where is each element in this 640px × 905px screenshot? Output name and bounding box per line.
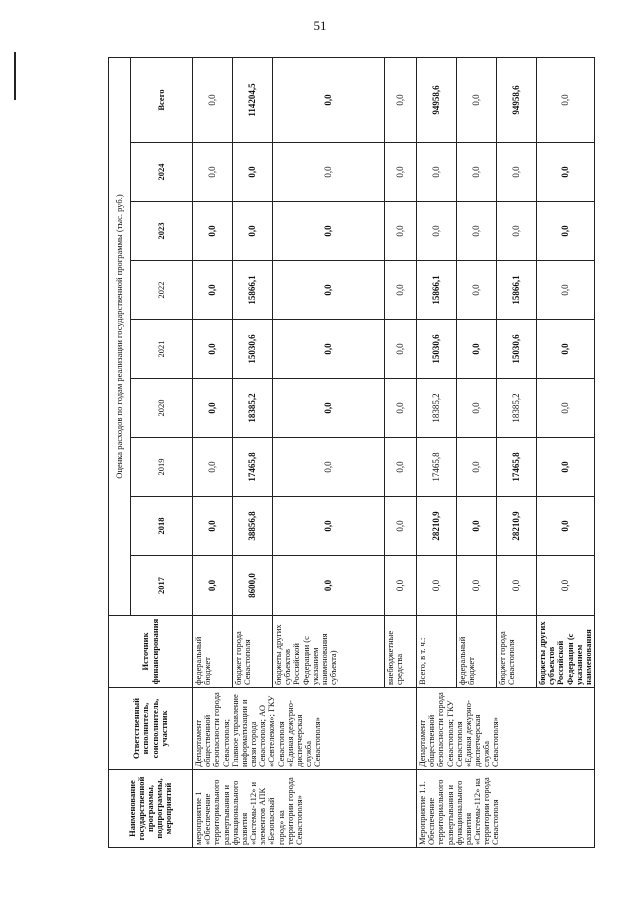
year-value: 15030,6 <box>417 320 457 379</box>
year-value: 0,0 <box>385 438 417 497</box>
total-value: 0,0 <box>273 58 385 143</box>
year-value: 0,0 <box>273 202 385 261</box>
year-value: 0,0 <box>537 438 595 497</box>
year-value: 0,0 <box>497 556 537 616</box>
year-value: 0,0 <box>385 556 417 616</box>
year-value: 0,0 <box>385 202 417 261</box>
year-value: 0,0 <box>273 438 385 497</box>
year-value: 0,0 <box>497 143 537 202</box>
rotated-table <box>108 58 593 848</box>
year-value: 0,0 <box>457 379 497 438</box>
year-value: 15866,1 <box>497 261 537 320</box>
funding-source: бюджет города Севастополя <box>497 616 537 688</box>
measure-name: мероприятие 1 «Обеспечение территориального развертывания и функционального развития «Системы-112» и элементов АПК «Безопасный город» на территории города Севастополя» <box>193 770 417 848</box>
year-value: 0,0 <box>457 438 497 497</box>
year-value: 0,0 <box>417 202 457 261</box>
total-value: 0,0 <box>457 58 497 143</box>
year-value: 0,0 <box>273 261 385 320</box>
year-value: 0,0 <box>537 497 595 556</box>
year-value: 0,0 <box>273 320 385 379</box>
year-value: 28210,9 <box>497 497 537 556</box>
year-value: 0,0 <box>273 379 385 438</box>
year-value: 15030,6 <box>233 320 273 379</box>
budget-table <box>108 57 595 848</box>
year-value: 0,0 <box>193 438 233 497</box>
year-value: 0,0 <box>385 143 417 202</box>
year-value: 0,0 <box>537 320 595 379</box>
year-value: 0,0 <box>417 556 457 616</box>
rotated-table-container <box>108 58 593 848</box>
year-value: 28210,9 <box>417 497 457 556</box>
year-value: 0,0 <box>193 320 233 379</box>
year-value: 0,0 <box>457 497 497 556</box>
total-value: 114204,5 <box>233 58 273 143</box>
year-value: 0,0 <box>457 143 497 202</box>
header-estimate: Оценка расходов по годам реализации государственной программы (тыс. руб.) <box>109 58 131 616</box>
year-value: 17465,8 <box>497 438 537 497</box>
margin-mark <box>14 52 16 100</box>
year-value: 0,0 <box>193 497 233 556</box>
total-value: 0,0 <box>193 58 233 143</box>
year-value: 8600,0 <box>233 556 273 616</box>
total-value: 94958,6 <box>417 58 457 143</box>
year-value: 0,0 <box>497 202 537 261</box>
year-value: 0,0 <box>385 320 417 379</box>
year-value: 0,0 <box>537 379 595 438</box>
header-year: 2020 <box>131 379 193 438</box>
funding-source: федеральный бюджет <box>457 616 497 688</box>
year-value: 0,0 <box>457 202 497 261</box>
total-value: 94958,6 <box>497 58 537 143</box>
year-value: 0,0 <box>193 261 233 320</box>
year-value: 0,0 <box>417 143 457 202</box>
year-value: 15866,1 <box>233 261 273 320</box>
year-value: 0,0 <box>385 379 417 438</box>
table-row <box>193 58 233 848</box>
year-value: 15030,6 <box>497 320 537 379</box>
header-responsible: Ответственный исполнитель, соисполнитель, участник <box>109 688 193 770</box>
year-value: 0,0 <box>457 320 497 379</box>
year-value: 0,0 <box>537 202 595 261</box>
funding-source: бюджеты других субъектов Российской Федерации (с указанием наименования субъекта) <box>273 616 385 688</box>
year-value: 15866,1 <box>417 261 457 320</box>
year-value: 0,0 <box>193 379 233 438</box>
year-value: 0,0 <box>273 556 385 616</box>
year-value: 0,0 <box>233 143 273 202</box>
year-value: 17465,8 <box>233 438 273 497</box>
year-value: 0,0 <box>233 202 273 261</box>
funding-source: бюджет города Севастополя <box>233 616 273 688</box>
year-value: 0,0 <box>537 143 595 202</box>
header-year: 2021 <box>131 320 193 379</box>
year-value: 0,0 <box>385 261 417 320</box>
year-value: 0,0 <box>193 143 233 202</box>
year-value: 38856,8 <box>233 497 273 556</box>
header-source: Источник финансирования <box>109 616 193 688</box>
funding-source: Всего, в т. ч.: <box>417 616 457 688</box>
header-year: 2023 <box>131 202 193 261</box>
total-value: 0,0 <box>537 58 595 143</box>
header-name: Наименование государственной программы, подпрограммы, мероприятий <box>109 770 193 848</box>
header-year: 2022 <box>131 261 193 320</box>
year-value: 0,0 <box>273 143 385 202</box>
total-value: 0,0 <box>385 58 417 143</box>
funding-source: федеральный бюджет <box>193 616 233 688</box>
header-year: 2018 <box>131 497 193 556</box>
funding-source: бюджеты других субъектов Российской Федерации (с указанием наименования <box>537 616 595 688</box>
responsible-executors: Департамент общественной безопасности города Севастополя; ГКУ Севастополя «Единая дежурно-диспетчерская служба Севастополя» <box>417 688 595 770</box>
year-value: 0,0 <box>193 556 233 616</box>
year-value: 17465,8 <box>417 438 457 497</box>
header-year: 2017 <box>131 556 193 616</box>
year-value: 18385,2 <box>233 379 273 438</box>
year-value: 0,0 <box>273 497 385 556</box>
header-year: 2024 <box>131 143 193 202</box>
year-value: 0,0 <box>457 261 497 320</box>
measure-name: Мероприятие 1.1. Обеспечение территориального развертывания и функционального развития «Системы-112» на территории города Севастополя <box>417 770 595 848</box>
table-row <box>417 58 457 848</box>
year-value: 0,0 <box>193 202 233 261</box>
funding-source: внебюджетные средства <box>385 616 417 688</box>
year-value: 0,0 <box>385 497 417 556</box>
responsible-executors: Департамент общественной безопасности города Севастополя; Главное управление информатизации и связи города Севастополя; АО «Севтелеком»; ГКУ Севастополя «Единая дежурно-диспетчерская служба Севастополя» <box>193 688 417 770</box>
year-value: 0,0 <box>537 261 595 320</box>
page-number: 51 <box>313 18 327 33</box>
header-year: 2019 <box>131 438 193 497</box>
header-total: Всего <box>131 58 193 143</box>
year-value: 18385,2 <box>497 379 537 438</box>
year-value: 0,0 <box>537 556 595 616</box>
year-value: 18385,2 <box>417 379 457 438</box>
year-value: 0,0 <box>457 556 497 616</box>
